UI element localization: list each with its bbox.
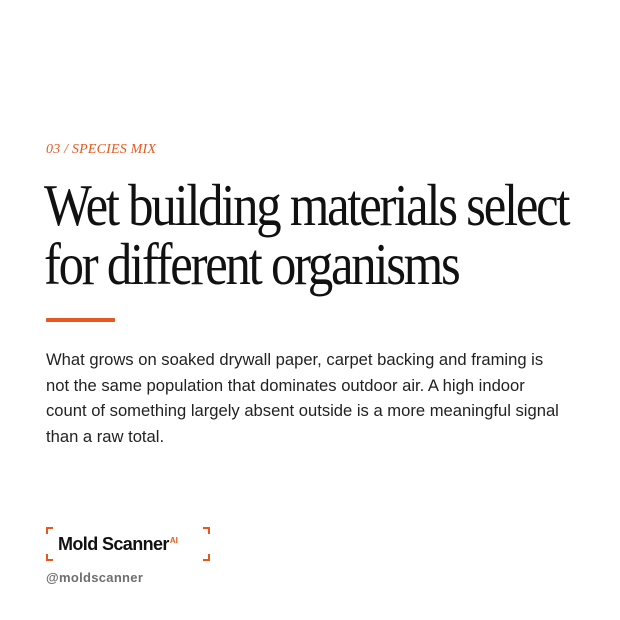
- headline: [44, 172, 604, 297]
- brand-name: [58, 534, 178, 555]
- brand-name-text: Mold Scanner: [58, 534, 169, 554]
- brand-logo: [46, 527, 210, 561]
- brand-suffix: AI: [169, 536, 178, 545]
- body-paragraph: What grows on soaked drywall paper, carpet backing and framing is not the same population that dominates outdoor air. A high indoor count of something largely absent outside is a more meaningful signal than a raw total.: [46, 350, 559, 446]
- logo-corner-top-right: [203, 527, 210, 534]
- headline-line-1: Wet building materials select: [44, 172, 569, 238]
- logo-corner-bottom-left: [46, 554, 53, 561]
- accent-divider: [46, 318, 115, 322]
- social-handle: @moldscanner: [46, 570, 144, 585]
- headline-line-2: for different organisms: [44, 231, 459, 297]
- eyebrow-label: 03 / SPECIES MIX: [46, 142, 157, 157]
- logo-corner-bottom-right: [203, 554, 210, 561]
- logo-corner-top-left: [46, 527, 53, 534]
